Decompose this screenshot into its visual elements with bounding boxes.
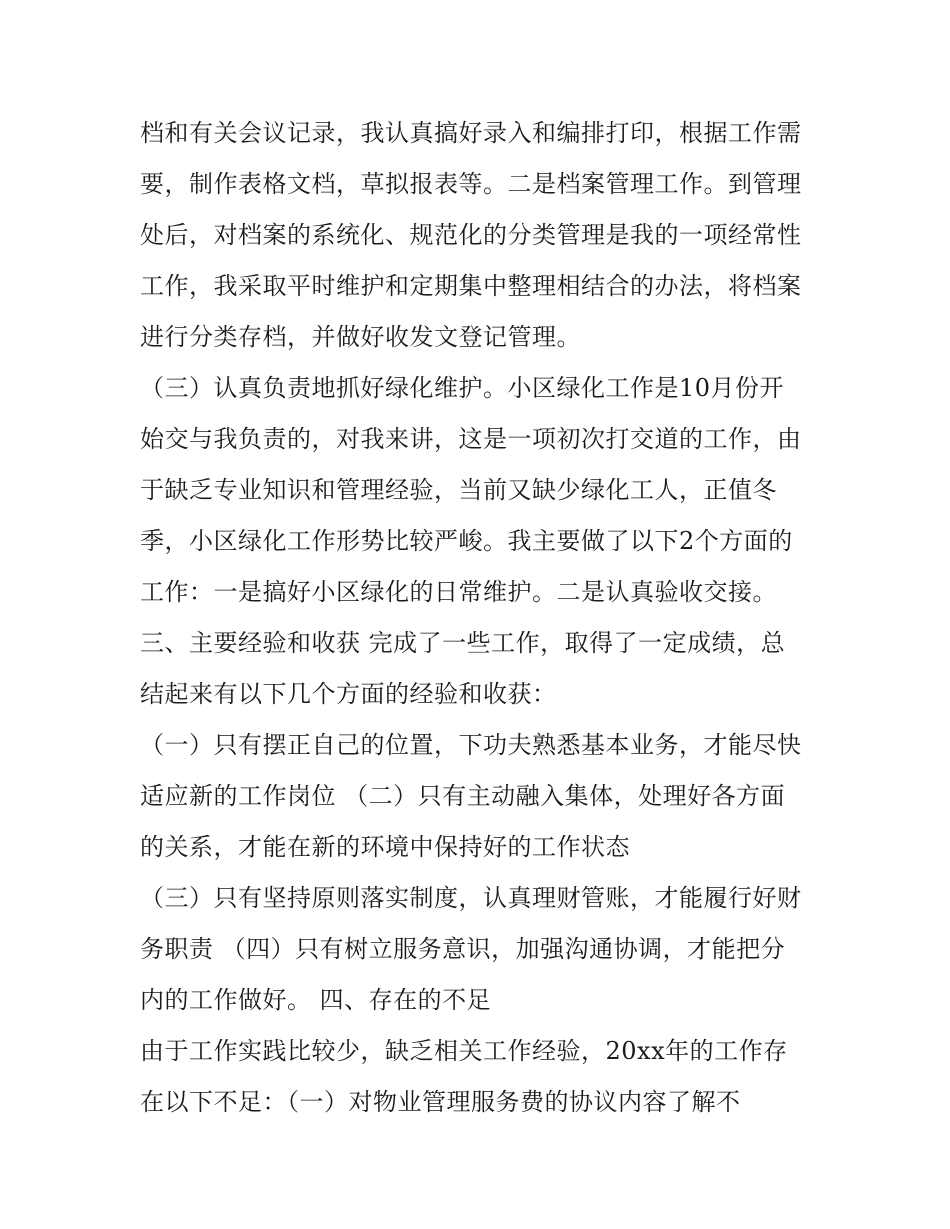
text-line: 季，小区绿化工作形势比较严峻。我主要做了以下2个方面的 — [140, 527, 793, 555]
text-line: 的关系，才能在新的环境中保持好的工作状态 — [140, 833, 630, 861]
text-line: 处后，对档案的系统化、规范化的分类管理是我的一项经常性 — [140, 221, 802, 249]
document-body — [140, 108, 820, 1128]
text-line: （三）认真负责地抓好绿化维护。小区绿化工作是10月份开 — [140, 374, 785, 402]
text-line: 档和有关会议记录，我认真搞好录入和编排打印，根据工作需 — [140, 119, 802, 147]
text-line: 要，制作表格文档，草拟报表等。二是档案管理工作。到管理 — [140, 170, 802, 198]
text-line: 工作，我采取平时维护和定期集中整理相结合的办法，将档案 — [140, 272, 802, 300]
text-line: 始交与我负责的，对我来讲，这是一项初次打交道的工作，由 — [140, 425, 802, 453]
text-line: （三）只有坚持原则落实制度，认真理财管账，才能履行好财 — [140, 884, 802, 912]
text-line: 进行分类存档，并做好收发文登记管理。 — [140, 323, 581, 351]
text-line: 在以下不足：（一）对物业管理服务费的协议内容了解不 — [140, 1088, 741, 1116]
text-line: 内的工作做好。 四、存在的不足 — [140, 986, 492, 1014]
text-line: 由于工作实践比较少，缺乏相关工作经验，20xx年的工作存 — [140, 1037, 788, 1065]
text-line: 于缺乏专业知识和管理经验，当前又缺少绿化工人，正值冬 — [140, 476, 777, 504]
text-line: 工作：一是搞好小区绿化的日常维护。二是认真验收交接。 — [140, 578, 777, 606]
text-line: 结起来有以下几个方面的经验和收获： — [140, 680, 557, 708]
text-line: （一）只有摆正自己的位置，下功夫熟悉基本业务，才能尽快 — [140, 731, 802, 759]
text-line: 适应新的工作岗位 （二）只有主动融入集体，处理好各方面 — [140, 782, 786, 810]
text-line: 务职责 （四）只有树立服务意识，加强沟通协调，才能把分 — [140, 935, 786, 963]
text-line: 三、主要经验和收获 完成了一些工作，取得了一定成绩，总 — [140, 629, 786, 657]
